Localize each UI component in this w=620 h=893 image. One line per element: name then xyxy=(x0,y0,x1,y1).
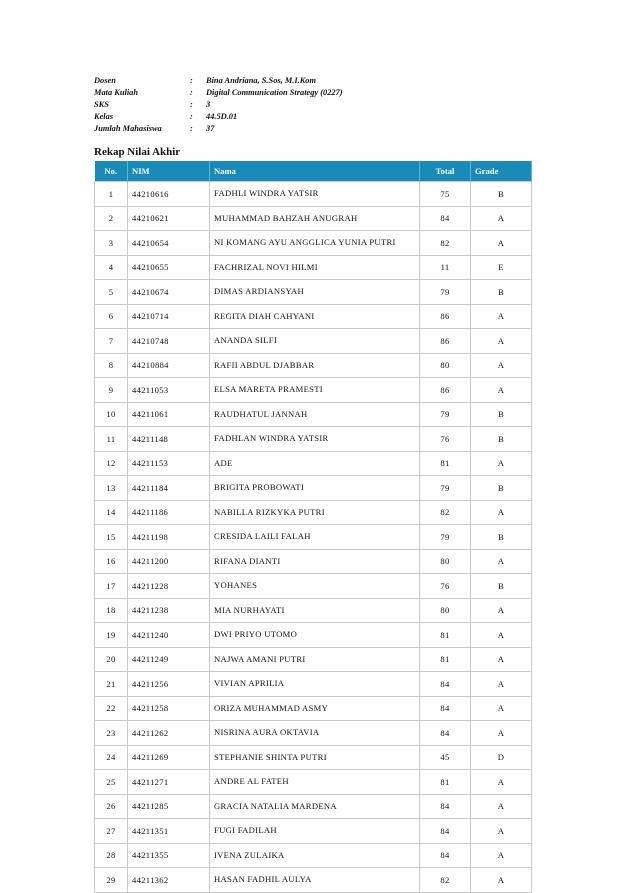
cell-nim: 44211200 xyxy=(128,549,210,574)
cell-no: 13 xyxy=(95,476,128,501)
cell-nim: 44211362 xyxy=(128,868,210,893)
cell-grade: B xyxy=(471,476,532,501)
cell-nama: YOHANES xyxy=(210,574,420,599)
cell-nama: ANANDA SILFI xyxy=(210,329,420,354)
cell-nama: DIMAS ARDIANSYAH xyxy=(210,280,420,305)
cell-nama: NI KOMANG AYU ANGGLICA YUNIA PUTRI xyxy=(210,231,420,256)
cell-grade: A xyxy=(471,304,532,329)
cell-grade: A xyxy=(471,549,532,574)
cell-grade: A xyxy=(471,206,532,231)
table-row xyxy=(95,525,532,550)
cell-no: 25 xyxy=(95,770,128,795)
section-title: Rekap Nilai Akhir xyxy=(94,146,181,158)
table-row xyxy=(95,304,532,329)
cell-nama: IVENA ZULAIKA xyxy=(210,843,420,868)
cell-total: 45 xyxy=(420,745,471,770)
table-row xyxy=(95,647,532,672)
cell-grade: A xyxy=(471,794,532,819)
table-row xyxy=(95,770,532,795)
cell-total: 84 xyxy=(420,843,471,868)
info-colon: : xyxy=(190,76,193,85)
table-row xyxy=(95,329,532,354)
header-total: Total xyxy=(420,161,471,182)
cell-nama: VIVIAN APRILIA xyxy=(210,672,420,697)
cell-no: 19 xyxy=(95,623,128,648)
info-row-sks xyxy=(94,99,343,111)
cell-no: 14 xyxy=(95,500,128,525)
table-row xyxy=(95,182,532,207)
table-row xyxy=(95,427,532,452)
cell-total: 11 xyxy=(420,255,471,280)
cell-total: 81 xyxy=(420,647,471,672)
cell-nama: MIA NURHAYATI xyxy=(210,598,420,623)
cell-nama: RAFII ABDUL DJABBAR xyxy=(210,353,420,378)
cell-nama: BRIGITA PROBOWATI xyxy=(210,476,420,501)
cell-nama: MUHAMMAD BAHZAH ANUGRAH xyxy=(210,206,420,231)
info-value: 37 xyxy=(206,124,215,133)
cell-nim: 44211285 xyxy=(128,794,210,819)
cell-no: 24 xyxy=(95,745,128,770)
cell-no: 20 xyxy=(95,647,128,672)
cell-grade: A xyxy=(471,329,532,354)
cell-nim: 44210884 xyxy=(128,353,210,378)
table-row xyxy=(95,231,532,256)
table-row xyxy=(95,672,532,697)
cell-total: 84 xyxy=(420,794,471,819)
table-row xyxy=(95,574,532,599)
cell-nama: FADHLI WINDRA YATSIR xyxy=(210,182,420,207)
cell-total: 82 xyxy=(420,231,471,256)
table-row xyxy=(95,868,532,893)
info-label: Dosen xyxy=(94,76,116,85)
cell-no: 8 xyxy=(95,353,128,378)
cell-nim: 44211186 xyxy=(128,500,210,525)
grades-table xyxy=(94,161,532,893)
cell-grade: B xyxy=(471,525,532,550)
cell-nim: 44210621 xyxy=(128,206,210,231)
cell-grade: A xyxy=(471,819,532,844)
cell-nim: 44211269 xyxy=(128,745,210,770)
cell-grade: D xyxy=(471,745,532,770)
course-info xyxy=(94,75,343,135)
cell-nim: 44211262 xyxy=(128,721,210,746)
cell-grade: A xyxy=(471,451,532,476)
cell-nim: 44210714 xyxy=(128,304,210,329)
cell-grade: A xyxy=(471,353,532,378)
cell-total: 80 xyxy=(420,353,471,378)
info-label: Jumlah Mahasiswa xyxy=(94,124,162,133)
info-row-mata-kuliah xyxy=(94,87,343,99)
cell-nama: ADE xyxy=(210,451,420,476)
cell-nama: FACHRIZAL NOVI HILMI xyxy=(210,255,420,280)
table-row xyxy=(95,549,532,574)
cell-no: 3 xyxy=(95,231,128,256)
cell-no: 15 xyxy=(95,525,128,550)
table-row xyxy=(95,696,532,721)
cell-nim: 44211198 xyxy=(128,525,210,550)
info-colon: : xyxy=(190,88,193,97)
info-label: Mata Kuliah xyxy=(94,88,138,97)
cell-no: 17 xyxy=(95,574,128,599)
cell-nim: 44211238 xyxy=(128,598,210,623)
cell-no: 26 xyxy=(95,794,128,819)
cell-nim: 44211053 xyxy=(128,378,210,403)
cell-no: 11 xyxy=(95,427,128,452)
cell-nim: 44211228 xyxy=(128,574,210,599)
info-row-kelas xyxy=(94,111,343,123)
header-grade: Grade xyxy=(471,161,532,182)
cell-grade: A xyxy=(471,231,532,256)
info-row-jumlah-mahasiswa xyxy=(94,123,343,135)
cell-grade: A xyxy=(471,868,532,893)
cell-no: 23 xyxy=(95,721,128,746)
cell-nama: GRACIA NATALIA MARDENA xyxy=(210,794,420,819)
cell-grade: B xyxy=(471,427,532,452)
cell-nim: 44211240 xyxy=(128,623,210,648)
cell-nim: 44210674 xyxy=(128,280,210,305)
cell-total: 82 xyxy=(420,868,471,893)
info-label: SKS xyxy=(94,100,109,109)
cell-total: 81 xyxy=(420,451,471,476)
cell-grade: A xyxy=(471,647,532,672)
cell-nama: NISRINA AURA OKTAVIA xyxy=(210,721,420,746)
header-nama: Nama xyxy=(210,161,420,182)
cell-total: 84 xyxy=(420,672,471,697)
info-colon: : xyxy=(190,112,193,121)
table-row xyxy=(95,378,532,403)
cell-nim: 44211258 xyxy=(128,696,210,721)
cell-total: 75 xyxy=(420,182,471,207)
cell-no: 6 xyxy=(95,304,128,329)
cell-total: 84 xyxy=(420,696,471,721)
cell-total: 80 xyxy=(420,598,471,623)
cell-total: 79 xyxy=(420,402,471,427)
cell-no: 28 xyxy=(95,843,128,868)
cell-nama: REGITA DIAH CAHYANI xyxy=(210,304,420,329)
table-row xyxy=(95,353,532,378)
cell-nama: RAUDHATUL JANNAH xyxy=(210,402,420,427)
cell-grade: E xyxy=(471,255,532,280)
cell-grade: A xyxy=(471,623,532,648)
table-header-row xyxy=(95,161,532,182)
cell-grade: A xyxy=(471,378,532,403)
cell-total: 79 xyxy=(420,280,471,305)
cell-nama: HASAN FADHIL AULYA xyxy=(210,868,420,893)
cell-no: 7 xyxy=(95,329,128,354)
cell-no: 18 xyxy=(95,598,128,623)
header-nim: NIM xyxy=(128,161,210,182)
cell-total: 86 xyxy=(420,378,471,403)
cell-nama: STEPHANIE SHINTA PUTRI xyxy=(210,745,420,770)
cell-grade: A xyxy=(471,500,532,525)
table-row xyxy=(95,598,532,623)
cell-total: 81 xyxy=(420,770,471,795)
cell-total: 76 xyxy=(420,427,471,452)
cell-total: 80 xyxy=(420,549,471,574)
cell-nama: NAJWA AMANI PUTRI xyxy=(210,647,420,672)
table-row xyxy=(95,206,532,231)
cell-no: 10 xyxy=(95,402,128,427)
cell-nim: 44210654 xyxy=(128,231,210,256)
cell-nim: 44211355 xyxy=(128,843,210,868)
info-label: Kelas xyxy=(94,112,114,121)
info-colon: : xyxy=(190,124,193,133)
cell-grade: A xyxy=(471,770,532,795)
cell-no: 29 xyxy=(95,868,128,893)
table-row xyxy=(95,623,532,648)
cell-no: 5 xyxy=(95,280,128,305)
table-row xyxy=(95,476,532,501)
cell-nama: CRESIDA LAILI FALAH xyxy=(210,525,420,550)
cell-total: 79 xyxy=(420,525,471,550)
table-row xyxy=(95,819,532,844)
cell-no: 16 xyxy=(95,549,128,574)
table-row xyxy=(95,402,532,427)
cell-no: 27 xyxy=(95,819,128,844)
cell-grade: A xyxy=(471,672,532,697)
cell-grade: B xyxy=(471,402,532,427)
cell-no: 21 xyxy=(95,672,128,697)
cell-no: 22 xyxy=(95,696,128,721)
cell-nim: 44210748 xyxy=(128,329,210,354)
cell-no: 2 xyxy=(95,206,128,231)
info-row-dosen xyxy=(94,75,343,87)
table-row xyxy=(95,843,532,868)
cell-grade: B xyxy=(471,280,532,305)
info-colon: : xyxy=(190,100,193,109)
cell-grade: A xyxy=(471,598,532,623)
cell-nama: FADHLAN WINDRA YATSIR xyxy=(210,427,420,452)
table-row xyxy=(95,451,532,476)
cell-grade: B xyxy=(471,182,532,207)
info-value: 3 xyxy=(206,100,211,109)
cell-nama: ORIZA MUHAMMAD ASMY xyxy=(210,696,420,721)
cell-no: 1 xyxy=(95,182,128,207)
info-value: Digital Communication Strategy (0227) xyxy=(206,88,343,97)
table-row xyxy=(95,500,532,525)
cell-nama: NABILLA RIZKYKA PUTRI xyxy=(210,500,420,525)
cell-nim: 44210655 xyxy=(128,255,210,280)
cell-total: 84 xyxy=(420,206,471,231)
cell-total: 81 xyxy=(420,623,471,648)
info-value: 44.5D.01 xyxy=(206,112,238,121)
table-row xyxy=(95,721,532,746)
cell-no: 9 xyxy=(95,378,128,403)
cell-grade: B xyxy=(471,574,532,599)
cell-no: 12 xyxy=(95,451,128,476)
cell-nim: 44211249 xyxy=(128,647,210,672)
header-no: No. xyxy=(95,161,128,182)
cell-nim: 44211256 xyxy=(128,672,210,697)
table-row xyxy=(95,745,532,770)
cell-nama: RIFANA DIANTI xyxy=(210,549,420,574)
cell-nama: FUGI FADILAH xyxy=(210,819,420,844)
cell-grade: A xyxy=(471,696,532,721)
cell-total: 84 xyxy=(420,721,471,746)
cell-grade: A xyxy=(471,843,532,868)
cell-total: 86 xyxy=(420,304,471,329)
table-row xyxy=(95,255,532,280)
cell-total: 86 xyxy=(420,329,471,354)
table-row xyxy=(95,280,532,305)
cell-nama: DWI PRIYO UTOMO xyxy=(210,623,420,648)
cell-nim: 44211271 xyxy=(128,770,210,795)
table-row xyxy=(95,794,532,819)
cell-nim: 44211148 xyxy=(128,427,210,452)
cell-total: 76 xyxy=(420,574,471,599)
cell-total: 79 xyxy=(420,476,471,501)
cell-nim: 44211153 xyxy=(128,451,210,476)
cell-nim: 44211061 xyxy=(128,402,210,427)
cell-grade: A xyxy=(471,721,532,746)
cell-nama: ELSA MARETA PRAMESTI xyxy=(210,378,420,403)
cell-nim: 44211184 xyxy=(128,476,210,501)
cell-nama: ANDRE AL FATEH xyxy=(210,770,420,795)
cell-nim: 44211351 xyxy=(128,819,210,844)
info-value: Bina Andriana, S.Sos, M.I.Kom xyxy=(206,76,317,85)
cell-nim: 44210616 xyxy=(128,182,210,207)
cell-no: 4 xyxy=(95,255,128,280)
cell-total: 84 xyxy=(420,819,471,844)
cell-total: 82 xyxy=(420,500,471,525)
